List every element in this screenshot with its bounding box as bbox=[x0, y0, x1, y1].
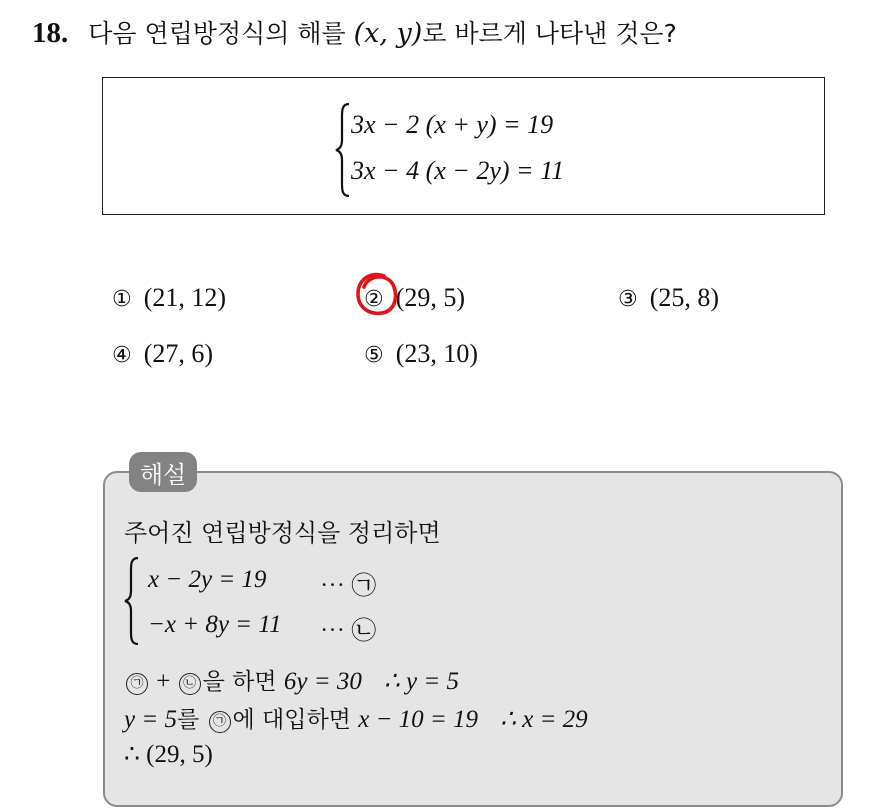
line-3-korean: 을 하면 bbox=[202, 669, 284, 695]
line-4-start: y = 5 bbox=[124, 706, 177, 733]
choice-4-number: ④ bbox=[112, 343, 132, 368]
solution-equation-1-tag: ⋯ ㉠ bbox=[320, 573, 377, 600]
solution-line-4 bbox=[124, 701, 588, 734]
mark-giyeok-2: ㉠ bbox=[209, 711, 231, 733]
choice-1[interactable] bbox=[112, 283, 226, 313]
question-number: 18. bbox=[32, 17, 69, 49]
question-pair: (x, y) bbox=[353, 18, 423, 49]
solution-line-5: ∴ (29, 5) bbox=[124, 741, 213, 768]
choice-2-value: (29, 5) bbox=[395, 283, 466, 312]
line-4-korean-2: 에 대입하면 bbox=[232, 707, 359, 733]
solution-intro: 주어진 연립방정식을 정리하면 bbox=[124, 519, 441, 547]
choice-1-value: (21, 12) bbox=[143, 283, 227, 312]
choice-1-number: ① bbox=[112, 287, 132, 312]
system-equation-1: 3x − 2 (x + y) = 19 bbox=[351, 110, 554, 139]
left-brace-icon bbox=[335, 102, 351, 198]
system-equation-2: 3x − 4 (x − 2y) = 11 bbox=[351, 156, 565, 185]
solution-equation-1: x − 2y = 19 bbox=[148, 566, 267, 593]
line-3-equation: 6y = 30 bbox=[283, 668, 362, 695]
question-header bbox=[32, 14, 677, 50]
choice-5[interactable] bbox=[364, 339, 478, 369]
solution-equation-2-tag: ⋯ ㉡ bbox=[320, 618, 377, 645]
solution-label: 해설 bbox=[129, 452, 197, 492]
solution-line-3 bbox=[124, 663, 459, 696]
choice-3[interactable] bbox=[618, 283, 719, 313]
line-4-korean-1: 를 bbox=[176, 707, 207, 733]
choice-4-value: (27, 6) bbox=[143, 339, 214, 368]
question-text-before: 다음 연립방정식의 해를 bbox=[88, 19, 354, 48]
question-text-after: 로 바르게 나타낸 것은? bbox=[422, 19, 677, 48]
mark-nieun-1: ㉡ bbox=[179, 673, 201, 695]
choice-2-number: ② bbox=[364, 287, 384, 312]
solution-brace-icon bbox=[124, 556, 140, 646]
choice-3-value: (25, 8) bbox=[649, 283, 720, 312]
equation-box bbox=[102, 77, 825, 215]
line-3-result: ∴ y = 5 bbox=[383, 668, 459, 695]
answer-circle-mark bbox=[354, 270, 400, 318]
choice-4[interactable] bbox=[112, 339, 213, 369]
solution-equation-2: −x + 8y = 11 bbox=[148, 611, 282, 638]
choice-3-number: ③ bbox=[618, 287, 638, 312]
plus-sign: + bbox=[150, 668, 177, 695]
line-4-equation: x − 10 = 19 bbox=[358, 706, 479, 733]
choice-5-value: (23, 10) bbox=[395, 339, 479, 368]
line-4-result: ∴ x = 29 bbox=[500, 706, 588, 733]
choice-5-number: ⑤ bbox=[364, 343, 384, 368]
mark-giyeok-1: ㉠ bbox=[126, 673, 148, 695]
